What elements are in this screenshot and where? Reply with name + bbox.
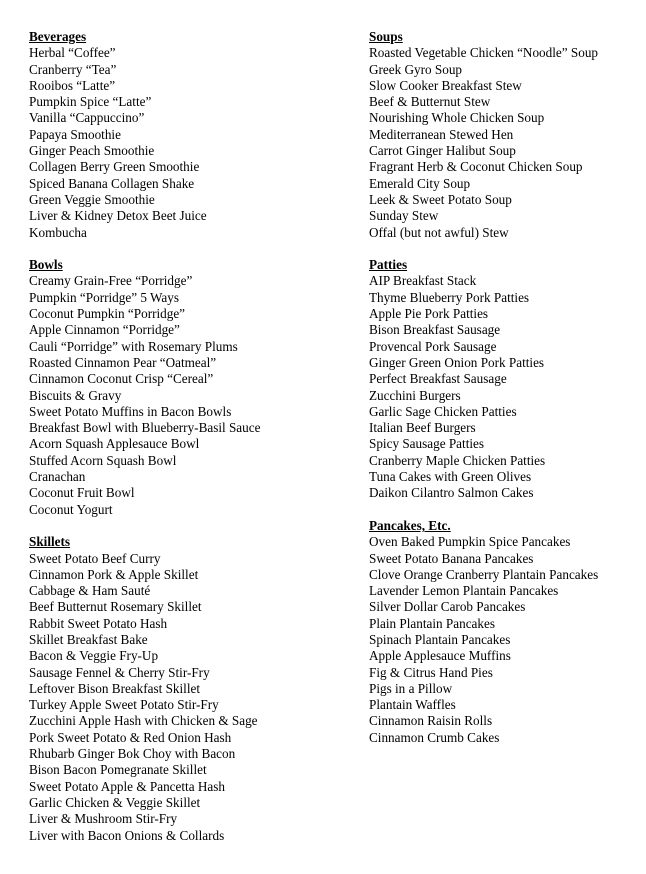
- list-item: Herbal “Coffee”: [29, 45, 116, 61]
- list-item: Sunday Stew: [369, 208, 439, 224]
- list-item: Garlic Sage Chicken Patties: [369, 403, 517, 419]
- list-item: Nourishing Whole Chicken Soup: [369, 110, 545, 126]
- list-item: Cinnamon Raisin Rolls: [369, 713, 493, 729]
- list-item: Clove Orange Cranberry Plantain Pancakes: [369, 566, 599, 582]
- list-item: Lavender Lemon Plantain Pancakes: [369, 583, 559, 599]
- list-item: Cinnamon Pork & Apple Skillet: [29, 566, 199, 582]
- section-title: Pancakes, Etc.: [369, 517, 451, 533]
- list-item: Collagen Berry Green Smoothie: [29, 159, 200, 175]
- list-item: Spicy Sausage Patties: [369, 436, 485, 452]
- section-skillets: [29, 534, 349, 844]
- section-title: Beverages: [29, 29, 87, 44]
- item-list: [369, 45, 644, 241]
- list-item: Zucchini Burgers: [369, 387, 461, 403]
- section-title: Patties: [369, 257, 408, 273]
- list-item: Carrot Ginger Halibut Soup: [369, 143, 516, 159]
- list-item: Offal (but not awful) Stew: [369, 224, 509, 240]
- list-item: Pumpkin “Porridge” 5 Ways: [29, 289, 179, 305]
- list-item: Beef Butternut Rosemary Skillet: [29, 599, 202, 615]
- section-soups: [369, 29, 644, 241]
- item-list: [29, 45, 349, 241]
- list-item: Kombucha: [29, 224, 87, 240]
- list-item: Cauli “Porridge” with Rosemary Plums: [29, 338, 238, 354]
- list-item: Fig & Citrus Hand Pies: [369, 664, 493, 680]
- list-item: Slow Cooker Breakfast Stew: [369, 77, 522, 93]
- section-pancakes: [369, 518, 644, 746]
- list-item: Cranachan: [29, 469, 86, 485]
- list-item: Papaya Smoothie: [29, 126, 121, 142]
- list-item: Emerald City Soup: [369, 175, 471, 191]
- list-item: Cranberry “Tea”: [29, 61, 117, 77]
- list-item: Roasted Vegetable Chicken “Noodle” Soup: [369, 45, 599, 61]
- section-title: Skillets: [29, 534, 71, 550]
- list-item: Apple Cinnamon “Porridge”: [29, 322, 180, 338]
- list-item: Vanilla “Cappuccino”: [29, 110, 145, 126]
- section-beverages: [29, 29, 349, 241]
- list-item: Liver with Bacon Onions & Collards: [29, 827, 225, 843]
- list-item: Tuna Cakes with Green Olives: [369, 469, 532, 485]
- list-item: Sausage Fennel & Cherry Stir-Fry: [29, 664, 210, 680]
- list-item: Leftover Bison Breakfast Skillet: [29, 680, 201, 696]
- item-list: [369, 273, 644, 501]
- list-item: Rabbit Sweet Potato Hash: [29, 615, 168, 631]
- list-item: Pumpkin Spice “Latte”: [29, 94, 152, 110]
- list-item: Breakfast Bowl with Blueberry-Basil Sauce: [29, 420, 261, 436]
- list-item: Coconut Pumpkin “Porridge”: [29, 306, 186, 322]
- list-item: Sweet Potato Muffins in Bacon Bowls: [29, 403, 232, 419]
- list-item: Liver & Mushroom Stir-Fry: [29, 811, 178, 827]
- list-item: Rhubarb Ginger Bok Choy with Bacon: [29, 746, 236, 762]
- list-item: Rooibos “Latte”: [29, 77, 116, 93]
- list-item: Coconut Yogurt: [29, 501, 113, 517]
- list-item: Liver & Kidney Detox Beet Juice: [29, 208, 207, 224]
- section-title: Bowls: [29, 257, 63, 273]
- list-item: Bison Bacon Pomegranate Skillet: [29, 762, 207, 778]
- list-item: Perfect Breakfast Sausage: [369, 371, 507, 387]
- list-item: Plain Plantain Pancakes: [369, 615, 495, 631]
- list-item: AIP Breakfast Stack: [369, 273, 477, 289]
- list-item: Plantain Waffles: [369, 697, 456, 713]
- section-patties: [369, 257, 644, 501]
- list-item: Coconut Fruit Bowl: [29, 485, 135, 501]
- section-bowls: [29, 257, 349, 518]
- list-item: Sweet Potato Apple & Pancetta Hash: [29, 778, 225, 794]
- list-item: Green Veggie Smoothie: [29, 191, 155, 207]
- list-item: Spiced Banana Collagen Shake: [29, 175, 195, 191]
- list-item: Garlic Chicken & Veggie Skillet: [29, 794, 201, 810]
- list-item: Bacon & Veggie Fry-Up: [29, 648, 159, 664]
- list-item: Greek Gyro Soup: [369, 61, 463, 77]
- list-item: Apple Applesauce Muffins: [369, 648, 511, 664]
- list-item: Beef & Butternut Stew: [369, 94, 491, 110]
- list-item: Skillet Breakfast Bake: [29, 631, 148, 647]
- list-item: Provencal Pork Sausage: [369, 338, 497, 354]
- list-item: Pork Sweet Potato & Red Onion Hash: [29, 729, 232, 745]
- list-item: Cranberry Maple Chicken Patties: [369, 452, 546, 468]
- right-column: [369, 29, 644, 762]
- item-list: [29, 273, 349, 517]
- section-title: Soups: [369, 29, 403, 44]
- list-item: Bison Breakfast Sausage: [369, 322, 501, 338]
- list-item: Cinnamon Crumb Cakes: [369, 729, 500, 745]
- list-item: Stuffed Acorn Squash Bowl: [29, 452, 177, 468]
- list-item: Daikon Cilantro Salmon Cakes: [369, 485, 534, 501]
- list-item: Sweet Potato Banana Pancakes: [369, 550, 534, 566]
- list-item: Oven Baked Pumpkin Spice Pancakes: [369, 534, 571, 550]
- item-list: [29, 551, 349, 844]
- list-item: Ginger Peach Smoothie: [29, 143, 155, 159]
- left-column: [29, 29, 349, 860]
- list-item: Mediterranean Stewed Hen: [369, 126, 514, 142]
- list-item: Leek & Sweet Potato Soup: [369, 191, 512, 207]
- list-item: Thyme Blueberry Pork Patties: [369, 289, 530, 305]
- list-item: Zucchini Apple Hash with Chicken & Sage: [29, 713, 258, 729]
- list-item: Italian Beef Burgers: [369, 420, 476, 436]
- item-list: [369, 534, 644, 746]
- list-item: Fragrant Herb & Coconut Chicken Soup: [369, 159, 583, 175]
- list-item: Spinach Plantain Pancakes: [369, 631, 511, 647]
- list-item: Silver Dollar Carob Pancakes: [369, 599, 526, 615]
- list-item: Apple Pie Pork Patties: [369, 306, 489, 322]
- list-item: Creamy Grain-Free “Porridge”: [29, 273, 193, 289]
- list-item: Cabbage & Ham Sauté: [29, 583, 151, 599]
- list-item: Cinnamon Coconut Crisp “Cereal”: [29, 371, 214, 387]
- list-item: Acorn Squash Applesauce Bowl: [29, 436, 200, 452]
- list-item: Biscuits & Gravy: [29, 387, 122, 403]
- list-item: Pigs in a Pillow: [369, 680, 453, 696]
- list-item: Roasted Cinnamon Pear “Oatmeal”: [29, 354, 217, 370]
- list-item: Turkey Apple Sweet Potato Stir-Fry: [29, 697, 219, 713]
- list-item: Ginger Green Onion Pork Patties: [369, 354, 545, 370]
- list-item: Sweet Potato Beef Curry: [29, 550, 161, 566]
